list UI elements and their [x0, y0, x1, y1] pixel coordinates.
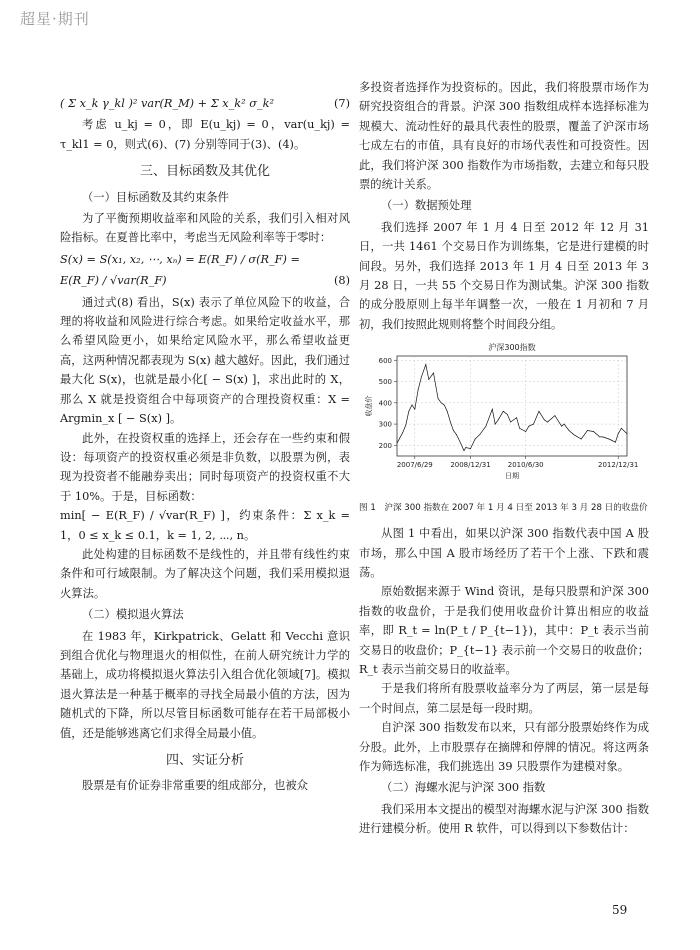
data-point	[397, 443, 398, 444]
data-point	[539, 411, 540, 412]
paragraph-sharpe-explained: 通过式(8) 看出，S(x) 表示了单位风险下的收益，合理的将收益和风险进行综合考虑。如果给定收益水平，那么希望风险更小，如果给定风险水平，那么希望收益更高，这两种情况都表现为 S(x) 越大越好。因此，我们通过最大化 S(x)，也就是最小化[ − S(x) ]，求出此时的 X，那么 X 就是投资组合中每项资产的合理投资权重：X = Argmin_x [ − S(x) ]。	[60, 295, 350, 426]
data-point	[587, 430, 588, 431]
data-point	[525, 431, 526, 432]
data-point	[425, 364, 426, 365]
data-point	[510, 422, 511, 423]
data-point	[492, 409, 493, 410]
data-point	[447, 411, 448, 412]
x-tick-label: 2010/6/30	[507, 461, 544, 470]
data-point	[479, 435, 480, 436]
equation-7	[60, 94, 350, 113]
data-point	[495, 424, 496, 425]
page-number: 59	[612, 903, 628, 917]
data-point	[441, 403, 442, 404]
paragraph-figure: 从图 1 中看出，如果以沪深 300 指数代表中国 A 股市场，那么中国 A 股市场经历了若干个上涨、下跌和震荡。	[359, 527, 649, 579]
data-point	[602, 437, 603, 438]
paragraph-filter: 自沪深 300 指数发布以来，只有部分股票始终作为成分股。此外，上市股票存在摘牌和停牌的情况。将这两条作为筛选标准，我们挑选出 39 只股票作为建模对象。	[359, 721, 649, 773]
equation-objective: min[ − E(R_F) / √var(R_F) ]，约束条件：Σ x_k = 1，0 ≤ x_k ≤ 0.1，k = 1, 2, ⋯, n。	[60, 509, 350, 542]
x-tick-label: 2008/12/31	[450, 461, 491, 470]
paragraph-annealing: 在 1983 年，Kirkpatrick、Gelatt 和 Vecchi 意识到组合优化与物理退火的相似性，在前人研究统计力学的基础上，成功将模拟退火算法引入组合优化领域[7]。模拟退火算法是一种基于概率的寻找全局最小值的方法，因为随机式的下降，所以尽管目标函数可能存在若干局部极小值，还是能够逃离它们求得全局最小值。	[60, 629, 350, 740]
data-point	[561, 426, 562, 427]
data-point	[418, 390, 419, 391]
paragraph-relative-risk: 为了平衡预期收益率和风险的关系，我们引入相对风险指标。在夏普比率中，考虑当无风险利率等于零时：	[60, 212, 350, 245]
left-column	[60, 92, 350, 796]
paragraph-data: 我们选择 2007 年 1 月 4 日至 2012 年 12 月 31 日，一共 1461 个交易日作为训练集，它是进行建模的时间段。另外，我们选择 2013 年 1 月 4 日至 2013 年 3 月 28 日，一共 55 个交易日作为测试集。沪深 300 指数的成分股原则上每半年调整一次，一般在 1 月初和 7 月初，我们按照此规则将整个时间段分组。	[359, 220, 649, 331]
paragraph-constraints: 此外，在投资权重的选择上，还会存在一些约束和假设：每项资产的投资权重必须是非负数，以股票为例，表现为投资者不能融券卖出；同时每项资产的投资权重不大于 10%。于是，目标函数：	[60, 431, 350, 503]
y-tick-label: 200	[378, 442, 392, 451]
data-point	[435, 381, 436, 382]
data-point	[621, 428, 622, 429]
equation-8-line2	[60, 271, 350, 290]
data-point	[433, 373, 434, 374]
data-point	[405, 425, 406, 426]
section-heading-3: 三、目标函数及其优化	[139, 164, 270, 180]
y-tick-label: 300	[378, 420, 392, 429]
csi300-line-chart	[359, 340, 649, 490]
equation-7-number: (7)	[333, 97, 350, 110]
x-axis-label: 日期	[505, 472, 519, 481]
data-point	[627, 434, 628, 435]
data-point	[421, 377, 422, 378]
data-point	[618, 434, 619, 435]
paragraph-wind: 原始数据来源于 Wind 资讯，是每只股票和沪深 300 指数的收盘价，于是我们使用收盘价计算出相应的收益率，即 R_t = ln(P_t / P_{t−1})，其中：P_t 表示当前交易日的收盘价；P_{t−1} 表示前一个交易日的收盘价；R_t 表示当前交易日的收益率。	[359, 585, 649, 676]
x-tick-label: 2007/6/29	[396, 461, 433, 470]
data-point	[444, 405, 445, 406]
data-point	[581, 439, 582, 440]
y-axis-label: 收盘价	[365, 395, 373, 417]
paragraph-stocks: 股票是有价证券非常重要的组成部分，也被众	[82, 779, 308, 793]
data-point	[593, 431, 594, 432]
data-point	[555, 415, 556, 416]
data-point	[547, 422, 548, 423]
data-point	[498, 420, 499, 421]
data-point	[464, 451, 465, 452]
subsection-heading-data: （一）数据预处理	[381, 199, 472, 213]
equation-8-line2-text: E(R_F) / √var(R_F)	[60, 274, 167, 288]
paragraph-consider: 考虑 u_kj = 0，即 E(u_kj) = 0，var(u_kj) = τ_kl1 = 0，则式(6)、(7) 分别等同于(3)、(4)。	[60, 118, 350, 151]
series-line-csi300	[397, 365, 627, 451]
data-point	[470, 448, 471, 449]
data-point	[599, 437, 600, 438]
subsection-heading-annealing: （二）模拟退火算法	[82, 608, 184, 622]
paragraph-model: 我们采用本文提出的模型对海螺水泥与沪深 300 指数进行建模分析。使用 R 软件，可以得到以下参数估计：	[359, 802, 649, 836]
equation-8-number: (8)	[333, 274, 350, 288]
paragraph-continued: 多投资者选择作为投资标的。因此，我们将股票市场作为研究投资组合的背景。沪深 300 指数组成样本选择标准为规模大、流动性好的最具代表性的股票，覆盖了沪深市场七成左右的市值，具有良好的市场代表性和可投资性。因此，我们将沪深 300 指数作为市场指数，去建立和每只股票的统计关系。	[359, 81, 649, 192]
figure-1-caption: 图 1 沪深 300 指数在 2007 年 1 月 4 日至 2013 年 3 月 28 日的收盘价	[359, 502, 648, 513]
data-point	[450, 422, 451, 423]
data-point	[609, 439, 610, 440]
x-tick-label: 2012/12/31	[598, 461, 639, 470]
y-tick-label: 400	[378, 399, 392, 408]
chart-frame	[397, 356, 627, 456]
data-point	[584, 435, 585, 436]
data-point	[485, 426, 486, 427]
chart-title: 沪深300指数	[488, 343, 536, 353]
figure-1	[359, 340, 649, 496]
paragraph-nonlinear: 此处构建的目标函数不是线性的，并且带有线性约束条件和可行域限制。为了解决这个问题，我们采用模拟退火算法。	[60, 547, 350, 600]
paragraph-layers: 于是我们将所有股票收益率分为了两层，第一层是每一个时间点，第二层是每一段时期。	[359, 682, 649, 715]
data-point	[533, 424, 534, 425]
data-point	[615, 442, 616, 443]
data-point	[574, 435, 575, 436]
subsection-heading-objective: （一）目标函数及其约束条件	[82, 190, 229, 204]
data-point	[459, 441, 460, 442]
data-point	[519, 428, 520, 429]
data-point	[465, 447, 466, 448]
section-heading-4: 四、实证分析	[165, 753, 244, 768]
data-point	[456, 435, 457, 436]
data-point	[408, 411, 409, 412]
data-point	[402, 432, 403, 433]
equation-8-line1-text: S(x) = S(x₁, x₂, ⋯, xₙ) = E(R_F) / σ(R_F) =	[60, 252, 300, 266]
data-point	[438, 398, 439, 399]
data-point	[516, 418, 517, 419]
right-column	[359, 78, 649, 839]
data-point	[414, 409, 415, 410]
data-point	[569, 430, 570, 431]
data-point	[544, 420, 545, 421]
y-tick-label: 500	[378, 378, 392, 387]
data-point	[412, 405, 413, 406]
data-point	[529, 426, 530, 427]
data-point	[428, 379, 429, 380]
data-point	[507, 414, 508, 415]
y-tick-label: 600	[378, 357, 392, 366]
equation-8-line1	[60, 250, 350, 269]
data-point	[475, 439, 476, 440]
subsection-heading-conch: （二）海螺水泥与沪深 300 指数	[381, 781, 546, 795]
data-point	[564, 424, 565, 425]
equation-7-text: ( Σ x_k γ_kl )² var(R_M) + Σ x_k² σ_k²	[60, 97, 275, 110]
journal-watermark: 超星·期刊	[20, 10, 90, 28]
data-point	[503, 411, 504, 412]
data-point	[453, 430, 454, 431]
